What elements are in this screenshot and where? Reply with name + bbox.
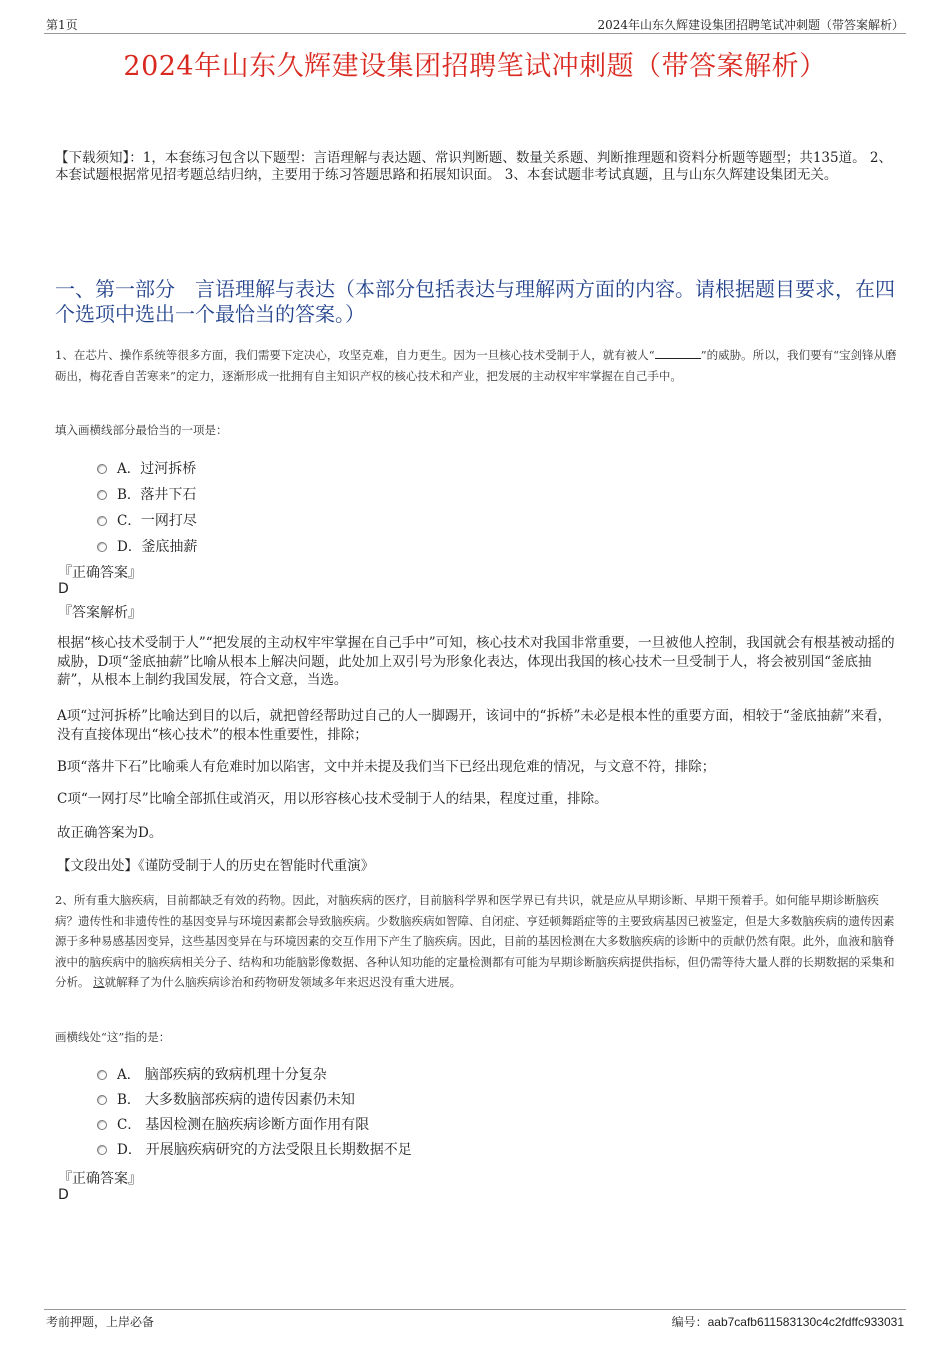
answer-heading: 『正确答案』	[58, 1171, 142, 1187]
footer-divider	[44, 1309, 906, 1310]
option-label: A．	[117, 461, 141, 477]
question-2-stem-part2: 就解释了为什么脑疾病诊治和药物研发领域多年来迟迟没有重大进展。	[104, 975, 462, 989]
option-text: 开展脑疾病研究的方法受限且长期数据不足	[145, 1142, 412, 1158]
radio-icon[interactable]	[97, 1095, 107, 1105]
question-1-stem	[55, 345, 900, 386]
page-title: 2024年山东久辉建设集团招聘笔试冲刺题（带答案解析）	[123, 51, 827, 82]
answer-value: D	[58, 581, 69, 597]
radio-icon[interactable]	[97, 1120, 107, 1130]
option-label: A．	[117, 1067, 141, 1083]
option-text: 落井下石	[140, 487, 197, 503]
option-a[interactable]	[97, 1063, 327, 1084]
option-label: D．	[117, 539, 142, 555]
option-label: C．	[117, 513, 141, 529]
fill-blank	[655, 347, 701, 359]
option-text: 釜底抽薪	[141, 539, 198, 555]
option-a[interactable]	[97, 457, 196, 478]
radio-icon[interactable]	[97, 1145, 107, 1155]
question-1-stem-part2: ”的威胁。所以，我们要有“宝剑锋从磨砺出，梅花香自苦寒来”的定力，逐渐形成一批拥有自主知识产权的核心技术和产业，把发展的主动权牢牢掌握在自己手中。	[55, 348, 897, 383]
option-text: 过河拆桥	[140, 461, 197, 477]
option-label: B．	[117, 487, 141, 503]
question-2-stem-part1: 2、所有重大脑疾病，目前都缺乏有效的药物。因此，对脑疾病的医疗，目前脑科学界和医学界已有共识，就是应从早期诊断、早期干预着手。如何能早期诊断脑疾病？遗传性和非遗传性的基因变异与环境因素都会导致脑疾病。少数脑疾病如智障、自闭症、亨廷顿舞蹈症等的主要致病基因已被鉴定，但是大多数脑疾病的遗传因素源于多种易感基因变异，这些基因变异在与环境因素的交互作用下产生了脑疾病。因此，目前的基因检测在大多数脑疾病的诊断中的贡献仍然有限。此外，血液和脑脊液中的脑疾病中的脑疾病相关分子、结构和功能脑影像数据、各种认知功能的定量检测都有可能为早期诊断脑疾病提供指标，但仍需等待大量人群的长期数据的采集和分析。	[55, 893, 895, 989]
option-label: C．	[117, 1117, 141, 1133]
footer-serial: 编号：aab7cafb611583130c4c2fdffc933031	[671, 1315, 904, 1329]
header-doc-title: 2024年山东久辉建设集团招聘笔试冲刺题（带答案解析）	[597, 18, 904, 32]
radio-icon[interactable]	[97, 542, 107, 552]
option-text: 大多数脑部疾病的遗传因素仍未知	[144, 1092, 355, 1108]
option-c[interactable]	[97, 1113, 369, 1134]
option-d[interactable]	[97, 535, 197, 556]
section-heading: 一、第一部分 言语理解与表达（本部分包括表达与理解两方面的内容。请根据题目要求，在四个选项中选出一个最恰当的答案。）	[55, 277, 895, 326]
analysis-paragraph: B项“落井下石”比喻乘人有危难时加以陷害，文中并未提及我们当下已经出现危难的情况，与文意不符，排除；	[57, 759, 716, 775]
option-text: 一网打尽	[140, 513, 197, 529]
option-c[interactable]	[97, 509, 197, 530]
analysis-paragraph: A项“过河拆桥”比喻达到目的以后，就把曾经帮助过自己的人一脚踢开，该词中的“拆桥”未必是根本性的重要方面，相较于“釜底抽薪”来看，没有直接体现出“核心技术”的根本性重要性，排除；	[57, 708, 892, 743]
option-label: B．	[117, 1092, 141, 1108]
radio-icon[interactable]	[97, 1070, 107, 1080]
option-d[interactable]	[97, 1138, 412, 1159]
option-b[interactable]	[97, 483, 196, 504]
analysis-paragraph: C项“一网打尽”比喻全部抓住或消灭，用以形容核心技术受制于人的结果，程度过重，排除。	[57, 791, 608, 807]
header-divider	[44, 33, 906, 34]
answer-heading: 『正确答案』	[58, 565, 142, 581]
radio-icon[interactable]	[97, 516, 107, 526]
option-b[interactable]	[97, 1088, 355, 1109]
option-text: 脑部疾病的致病机理十分复杂	[144, 1067, 327, 1083]
answer-value: D	[58, 1187, 69, 1203]
option-label: D．	[117, 1142, 142, 1158]
radio-icon[interactable]	[97, 464, 107, 474]
question-1-stem-part1: 1、在芯片、操作系统等很多方面，我们需要下定决心，攻坚克难，自力更生。因为一旦核心技术受制于人，就有被人“	[55, 348, 655, 362]
question-1-prompt: 填入画横线部分最恰当的一项是：	[55, 423, 228, 437]
page-number: 第1页	[46, 18, 78, 32]
analysis-conclusion: 故正确答案为D。	[57, 825, 163, 841]
analysis-heading: 『答案解析』	[58, 605, 142, 621]
question-2-stem	[55, 890, 900, 993]
download-notice: 【下载须知】：1，本套练习包含以下题型：言语理解与表达题、常识判断题、数量关系题、判断推理题和资料分析题等题型；共135道。 2、本套试题根据常见招考题总结归纳，主要用于练习答题思路和拓展知识面。 3、本套试题非考试真题，且与山东久辉建设集团无关。	[55, 150, 892, 183]
source-citation: 【文段出处】《谨防受制于人的历史在智能时代重演》	[57, 858, 375, 874]
underlined-word: 这	[93, 975, 105, 989]
option-text: 基因检测在脑疾病诊断方面作用有限	[145, 1117, 370, 1133]
question-2-prompt: 画横线处“这”指的是：	[55, 1030, 171, 1044]
analysis-paragraph: 根据“核心技术受制于人”“把发展的主动权牢牢掌握在自己手中”可知，核心技术对我国非常重要，一旦被他人控制，我国就会有根基被动摇的威胁，D项“釜底抽薪”比喻从根本上解决问题，此处加上双引号为形象化表达，体现出我国的核心技术一旦受制于人，将会被别国“釜底抽薪”，从根本上制约我国发展，符合文意，当选。	[57, 635, 895, 688]
footer-slogan: 考前押题，上岸必备	[46, 1315, 155, 1329]
radio-icon[interactable]	[97, 490, 107, 500]
